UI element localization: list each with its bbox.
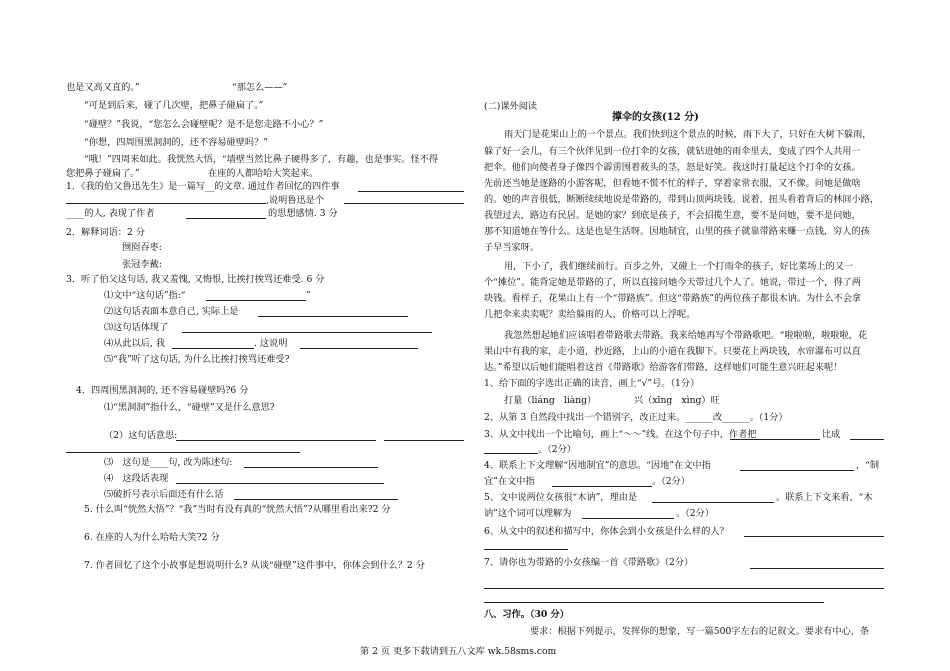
answer-blank[interactable] — [582, 518, 674, 519]
para-line: 我忽然想起她们应该唱着带路歌去带路。我来给她再写个带路歌吧。“啦啦啦，啦啦啦，花 — [504, 330, 868, 341]
question-7: 7. 作者回忆了这个小故事是想说明什么? 从谈“碰壁”这件事中，你体会到什么？2 分 — [84, 560, 425, 571]
answer-blank[interactable] — [186, 218, 266, 219]
answer-blank[interactable] — [484, 602, 824, 603]
answer-blank[interactable] — [484, 549, 568, 550]
answer-blank[interactable] — [244, 467, 378, 468]
text-line: . 这说明 — [254, 338, 288, 349]
answer-blank[interactable] — [172, 348, 254, 349]
answer-blank[interactable] — [552, 486, 652, 487]
answer-blank[interactable] — [176, 483, 384, 484]
answer-blank[interactable] — [66, 203, 266, 204]
question-3: 3．听了伯父这句话, 我又羞愧, 又悔恨, 比挨打挨骂还难受. 6 分 — [66, 274, 325, 285]
page-footer: 第 2 页 更多下载请到五八文库 wk.58sms.com — [360, 646, 557, 657]
text-line: ____的人, 表现了作者 — [66, 208, 155, 219]
para-line: 那不知道她在等什么。这是也是生活呀。因地制宜，山里的孩子就靠带路来赚一点钱，穷人的孩 — [484, 226, 870, 237]
text-line: 在座的人都哈哈大笑起来。 — [208, 168, 319, 179]
para-line: 块钱。看样子，花果山上有一个“带路族”。但这“带路族”的两位孩子都很木讷。为什么不会拿 — [484, 293, 862, 304]
pinyin-choice[interactable]: 打量（liáng liàng） — [504, 395, 597, 406]
answer-blank[interactable] — [850, 439, 884, 440]
para-line: 先前还当她是逐路的小游客呢，但看她不慌不忙的样子，穿着家常衣服，又不像。问她是做啥 — [484, 178, 861, 189]
sub-question: ⑵这句话表面本意自己, 实际上是 — [104, 306, 239, 317]
answer-blank[interactable] — [740, 470, 854, 471]
question-r5: 5、文中说两位女孩很“木讷”，理由是 — [484, 492, 638, 503]
para-line: 我望过去，路边有民居。是她的家？到底是孩子，不会招揽生意，要不是问她，要不是问她， — [484, 210, 861, 221]
text-line: 。联系上下文来看，“木 — [776, 492, 873, 503]
answer-blank[interactable] — [750, 568, 884, 569]
text-line: ” — [306, 290, 311, 301]
question-4: 4．四周围黑洞洞的, 还不容易碰壁吗?6 分 — [76, 385, 249, 396]
answer-blank[interactable] — [652, 502, 774, 503]
question-r7: 7、请你也为带路的小女孩编一首《带路歌》（2分） — [484, 557, 694, 568]
para-line: 用，下小了，我们继续前行。百步之外，又碰上一个打雨伞的孩子，好比菜场上的又一 — [504, 261, 854, 272]
answer-blank[interactable] — [730, 439, 820, 440]
question-1: 1．《我的伯父鲁迅先生》是一篇写__的文章. 通过作者回忆的四件事 — [66, 181, 340, 192]
text-line: 。（2分） — [538, 444, 576, 455]
question-6: 6. 在座的人为什么哈哈大笑?2 分 — [84, 532, 220, 543]
answer-blank[interactable] — [300, 348, 418, 349]
question-r3: 3、从文中找出一个比喻句，画上“～～”线。在这个句子中，作者把 — [484, 429, 757, 440]
question-r2: 2、从第 3 自然段中找出一个错别字，改正过来。______改______。（1分） — [484, 412, 788, 423]
sub-question: ⑷从此以后, 我 — [104, 338, 165, 349]
term-label: 张冠李戴: — [122, 259, 162, 270]
sub-question: ⑸“我”听了这句话, 为什么比挨打挨骂还难受? — [104, 354, 290, 365]
text-line: “碰壁？”我说，“您怎么会碰壁呢？是不是您走路不小心？” — [84, 119, 324, 130]
sub-question: ⑴文中“这句话”指:“ — [104, 290, 186, 301]
para-line: 达。”希望以后她们能唱着这首《带路歌》给游客们带路，这样她们可能生意兴旺起来呢！ — [484, 362, 843, 373]
question-2: 2．解释词语：2 分 — [66, 227, 145, 238]
answer-blank[interactable] — [484, 453, 538, 454]
pinyin-choice[interactable]: 兴（xīng xìng）旺 — [634, 395, 720, 406]
para-line: 子早当家呀。 — [484, 242, 540, 253]
sub-question: ⑷ 这段话表现 — [104, 473, 169, 484]
sub-question: ⑸破折号表示后面还有什么话 — [104, 489, 224, 500]
answer-blank[interactable] — [344, 203, 464, 204]
sub-question: ⑶这句话体现了 — [104, 322, 169, 333]
text-line: ，“制 — [856, 460, 880, 471]
answer-blank[interactable] — [258, 316, 408, 317]
para-line: 把伞。他们向傻者身子像四个霹雳围着莜头的茎，怒是好笑。我这时打量起这个打伞的女孩。 — [484, 162, 861, 173]
sub-question: ⑴“黑洞洞”指什么，“碰壁”又是什么意思? — [104, 402, 275, 413]
para-line: 果山中有我的家，走小道，抄近路，上山的小道在我脚下。只要花上两块钱，水帘瀑布可以直 — [484, 346, 861, 357]
sub-question: ⑶ 这句是____句, 改为陈述句: — [104, 457, 233, 468]
text-line: “可是到后来，碰了几次壁，把鼻子碰扁了。” — [84, 100, 264, 111]
answer-blank[interactable] — [176, 440, 376, 441]
para-line: 躲了好一会儿，有三个伙伴见到一位打伞的女孩，就钻进她的雨伞里去，变成了四个人共用一 — [484, 146, 861, 157]
answer-blank[interactable] — [206, 300, 306, 301]
para-line: 雨天门是花果山上的一个景点。我们快到这个景点的时候，雨下大了，只好在大树下躲雨， — [504, 129, 872, 140]
text-line: “那怎么——” — [232, 82, 288, 93]
text-line: 比成 — [822, 429, 841, 440]
answer-blank[interactable] — [358, 191, 464, 192]
text-line: 宜”在文中指 — [484, 476, 535, 487]
answer-blank[interactable] — [182, 332, 432, 333]
section-heading: (二)课外阅读 — [484, 101, 538, 112]
answer-blank[interactable] — [484, 588, 884, 589]
text-line: 也是又高又直的。” — [66, 82, 140, 93]
answer-blank[interactable] — [234, 499, 398, 500]
para-line: 的。她的声音很低，断断续续地说是带路的，带到山顶两块钱。说着，扭头看着背后的林间小路， — [484, 194, 880, 205]
text-line: 您把鼻子碰扁了。” — [66, 168, 140, 179]
text-line: “你想，四周围黑洞洞的，还不容易碰壁吗？” — [84, 137, 268, 148]
para-line: 个“摊位”。能背定她是带路的了，所以直接问她今天带过几个人了。她说，带过一个，得了两 — [484, 277, 861, 288]
text-line: 。（2分） — [676, 508, 714, 519]
answer-blank[interactable] — [744, 536, 884, 537]
text-line: 讷”这个词可以理解为 — [484, 508, 572, 519]
question-5: 5. 什么叫“恍然大悟”？“我”当时有没有真的“恍然大悟”?从哪里看出来?2 分 — [84, 504, 391, 515]
term-label: 囫囵吞枣: — [122, 242, 162, 253]
question-r4: 4、联系上下文理解“因地制宜”的意思。“因地”在文中指 — [484, 460, 711, 471]
section-heading: 八、习作。（30 分） — [484, 609, 569, 620]
text-line: 的思想感情. 3 分 — [268, 208, 338, 219]
text-line: 。（2分） — [652, 476, 690, 487]
text-line: 要求：根据下列提示，发挥你的想象，写一篇500字左右的记叙文。要求有中心，条 — [530, 626, 870, 637]
answer-blank[interactable] — [66, 452, 300, 453]
text-line: ,说明鲁迅是个 — [266, 195, 325, 206]
question-r6: 6、从文中的叙述和描写中，你体会到小女孩是什么样的人？ — [484, 526, 729, 537]
sub-question: （2）这句话意思: — [104, 430, 178, 441]
text-line: “哦！”四周来如此。我恍然大悟，“墙壁当然比鼻子硬得多了，有趣，也是事实。怪不得 — [84, 154, 439, 165]
para-line: 几把伞来卖卖呢？卖给躲雨的人，价格可以上浮呢。 — [484, 309, 696, 320]
question-r1: 1、给下面的字选出正确的读音，画上“√”号。（1分） — [484, 378, 700, 389]
answer-blank[interactable] — [384, 440, 464, 441]
reading-title: 撑伞的女孩(12 分) — [612, 112, 699, 123]
